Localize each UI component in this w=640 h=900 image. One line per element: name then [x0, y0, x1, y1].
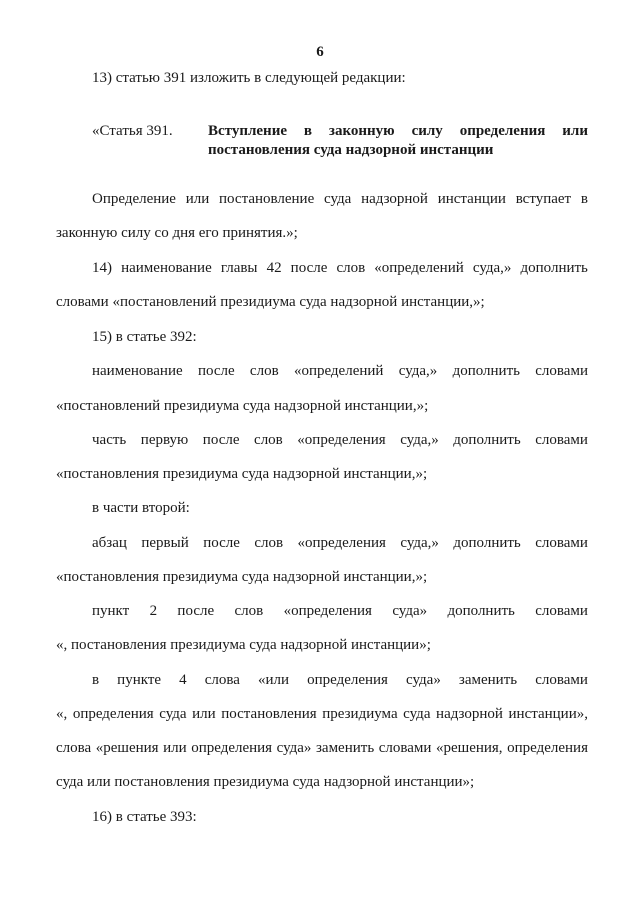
article-body-line-1: Определение или постановление суда надзорной инстанции вступает в [92, 191, 588, 207]
subitem-d-line-2: «постановления президиума суда надзорной инстанции,»; [56, 569, 428, 585]
item-13: 13) статью 391 изложить в следующей редакции: [92, 70, 406, 86]
item-14-line-2: словами «постановлений президиума суда надзорной инстанции,»; [56, 294, 485, 310]
item-15: 15) в статье 392: [92, 329, 197, 345]
subitem-e-line-2: «, постановления президиума суда надзорной инстанции»; [56, 637, 431, 653]
subitem-e-line-1: пункт 2 после слов «определения суда» дополнить словами [92, 603, 588, 619]
article-body-line-2: законную силу со дня его принятия.»; [56, 225, 298, 241]
article-title-line-1: Вступление в законную силу определения или [208, 123, 588, 139]
item-16: 16) в статье 393: [92, 809, 197, 825]
subitem-b-line-1: часть первую после слов «определения суда,» дополнить словами [92, 432, 588, 448]
subitem-d-line-1: абзац первый после слов «определения суда,» дополнить словами [92, 535, 588, 551]
subitem-f-line-4: суда или постановления президиума суда надзорной инстанции»; [56, 774, 475, 790]
subitem-b-line-2: «постановления президиума суда надзорной инстанции,»; [56, 466, 428, 482]
subitem-f-line-2: «, определения суда или постановления президиума суда надзорной инстанции», [56, 706, 588, 722]
subitem-c: в части второй: [92, 500, 190, 516]
article-label: «Статья 391. [92, 123, 173, 139]
subitem-f-line-1: в пункте 4 слова «или определения суда» заменить словами [92, 672, 588, 688]
page-number: 6 [316, 44, 324, 60]
subitem-a-line-2: «постановлений президиума суда надзорной инстанции,»; [56, 398, 429, 414]
item-14-line-1: 14) наименование главы 42 после слов «определений суда,» дополнить [92, 260, 588, 276]
subitem-f-line-3: слова «решения или определения суда» заменить словами «решения, определения [56, 740, 588, 756]
subitem-a-line-1: наименование после слов «определений суда,» дополнить словами [92, 363, 588, 379]
article-title-line-2: постановления суда надзорной инстанции [208, 142, 494, 158]
